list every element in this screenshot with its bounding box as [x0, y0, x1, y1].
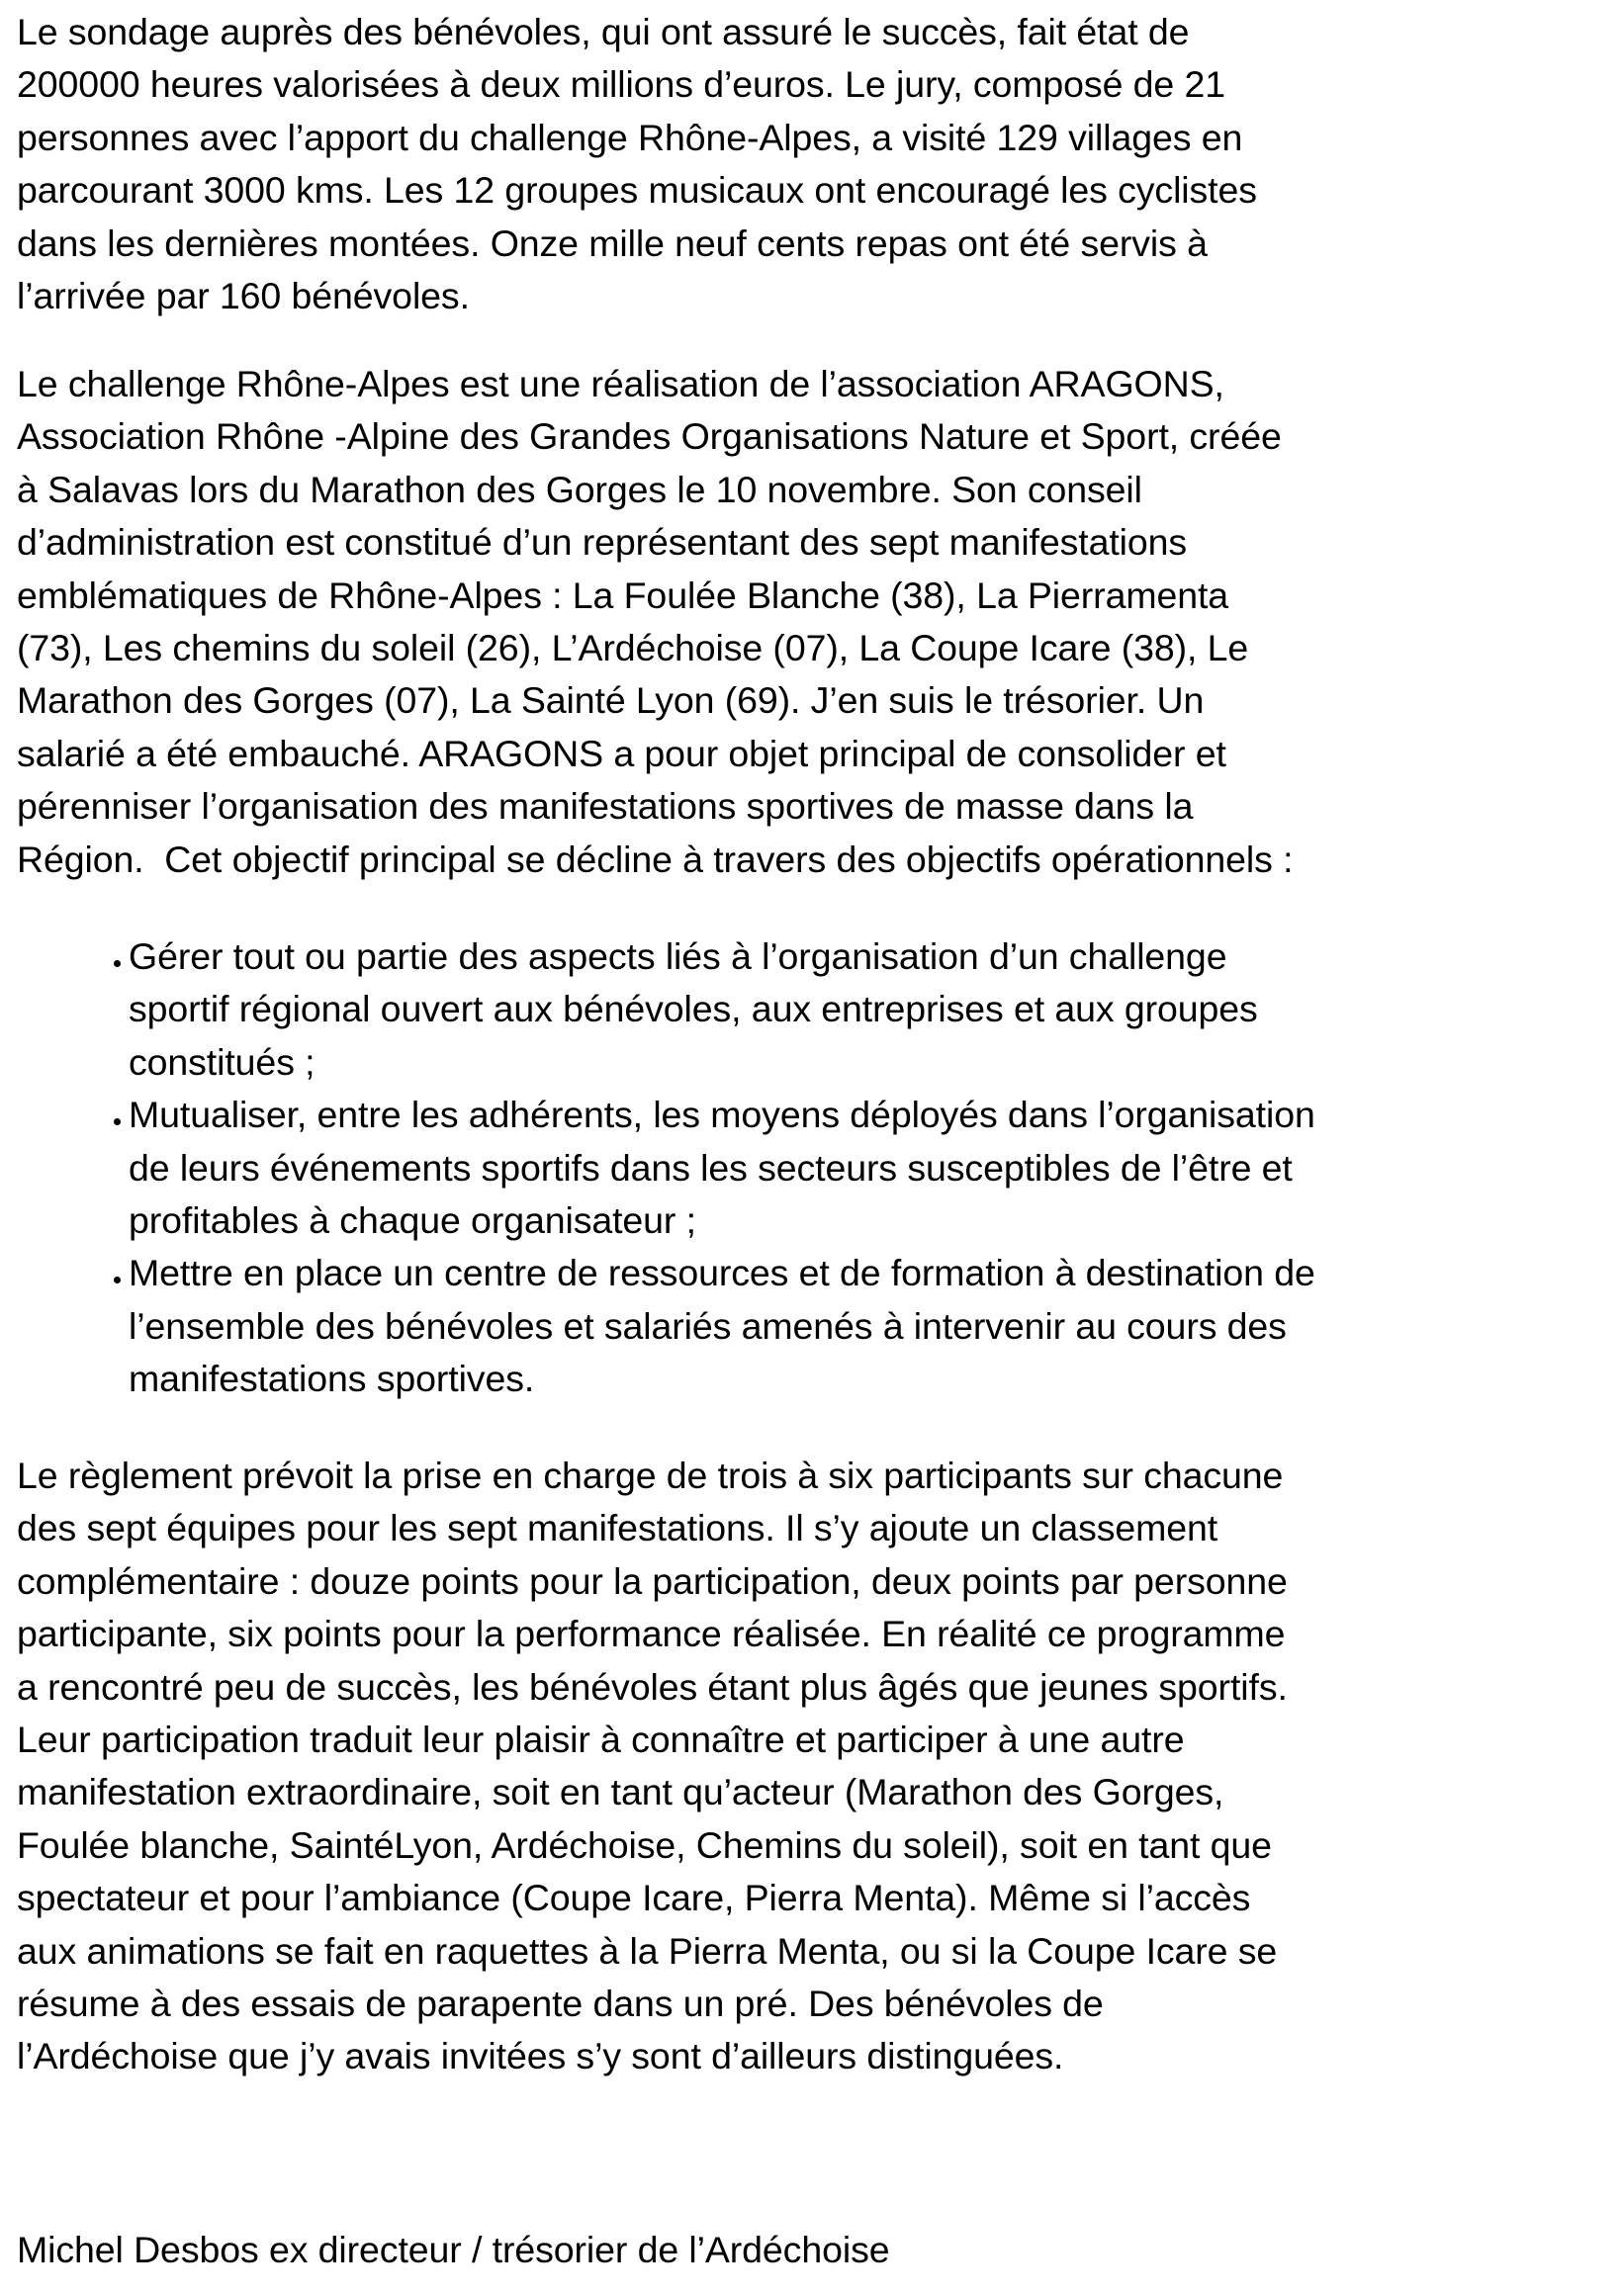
paragraph-volunteer-survey: [17, 6, 1257, 322]
text-line: résume à des essais de parapente dans un pré. Des bénévoles de: [17, 1983, 1104, 2025]
text-line: pérenniser l’organisation des manifestations sportives de masse dans la: [17, 785, 1194, 828]
signature: [17, 2224, 889, 2276]
text-line: dans les dernières montées. Onze mille neuf cents repas ont été servis à: [17, 221, 1208, 264]
bullet-icon: [114, 1277, 121, 1283]
text-line: Association Rhône -Alpine des Grandes Organisations Nature et Sport, créée: [17, 415, 1282, 458]
text-line: sportif régional ouvert aux bénévoles, aux entreprises et aux groupes: [129, 988, 1258, 1030]
text-line: Gérer tout ou partie des aspects liés à l’organisation d’un challenge: [129, 935, 1227, 977]
text-line: de leurs événements sportifs dans les secteurs susceptibles de l’être et: [129, 1146, 1293, 1189]
text-line: manifestation extraordinaire, soit en tant qu’acteur (Marathon des Gorges,: [17, 1771, 1224, 1813]
objectives-bullet-list: [17, 930, 1315, 1406]
list-item: [17, 930, 1315, 1089]
text-line: Le challenge Rhône-Alpes est une réalisation de l’association ARAGONS,: [17, 363, 1224, 404]
text-line: d’administration est constitué d’un représentant des sept manifestations: [17, 521, 1188, 564]
text-line: Région. Cet objectif principal se décline à travers des objectifs opérationnels :: [17, 838, 1294, 880]
text-line: constitués ;: [129, 1040, 315, 1083]
text-line: des sept équipes pour les sept manifestations. Il s’y ajoute un classement: [17, 1507, 1218, 1549]
bullet-icon: [114, 1118, 121, 1125]
bullet-icon: [114, 960, 121, 967]
text-line: Foulée blanche, SaintéLyon, Ardéchoise, Chemins du soleil), soit en tant que: [17, 1823, 1272, 1866]
text-line: salarié a été embauché. ARAGONS a pour objet principal de consolider et: [17, 732, 1226, 774]
text-line: Le règlement prévoit la prise en charge de trois à six participants sur chacune: [17, 1455, 1284, 1496]
text-line: spectateur et pour l’ambiance (Coupe Icare, Pierra Menta). Même si l’accès: [17, 1877, 1251, 1919]
text-line: Le sondage auprès des bénévoles, qui ont assuré le succès, fait état de: [17, 11, 1190, 52]
text-line: Marathon des Gorges (07), La Sainté Lyon (69). J’en suis le trésorier. Un: [17, 679, 1205, 722]
text-line: 200000 heures valorisées à deux millions d’euros. Le jury, composé de 21: [17, 63, 1225, 106]
text-line: aux animations se fait en raquettes à la Pierra Menta, ou si la Coupe Icare se: [17, 1929, 1278, 1972]
text-line: emblématiques de Rhône-Alpes : La Foulée Blanche (38), La Pierramenta: [17, 574, 1229, 616]
paragraph-aragons-association: [17, 358, 1293, 886]
text-line: complémentaire : douze points pour la participation, deux points par personne: [17, 1559, 1288, 1602]
list-item: [17, 1089, 1315, 1247]
text-line: parcourant 3000 kms. Les 12 groupes musicaux ont encouragé les cyclistes: [17, 169, 1257, 212]
text-line: Mutualiser, entre les adhérents, les moyens déployés dans l’organisation: [129, 1094, 1315, 1136]
text-line: l’arrivée par 160 bénévoles.: [17, 275, 470, 317]
paragraph-challenge-rules: [17, 1450, 1288, 2083]
text-line: Mettre en place un centre de ressources et de formation à destination de: [129, 1252, 1315, 1294]
text-line: à Salavas lors du Marathon des Gorges le 10 novembre. Son conseil: [17, 468, 1142, 510]
text-line: l’ensemble des bénévoles et salariés amenés à intervenir au cours des: [129, 1304, 1287, 1347]
text-line: a rencontré peu de succès, les bénévoles étant plus âgés que jeunes sportifs.: [17, 1665, 1288, 1708]
text-line: profitables à chaque organisateur ;: [129, 1199, 696, 1242]
text-line: personnes avec l’apport du challenge Rhône-Alpes, a visité 129 villages en: [17, 116, 1243, 158]
text-line: manifestations sportives.: [129, 1358, 535, 1400]
text-line: participante, six points pour la performance réalisée. En réalité ce programme: [17, 1613, 1286, 1655]
list-item: [17, 1247, 1315, 1405]
signature-text: Michel Desbos ex directeur / trésorier de l’Ardéchoise: [17, 2229, 890, 2270]
text-line: (73), Les chemins du soleil (26), L’Ardéchoise (07), La Coupe Icare (38), Le: [17, 627, 1249, 669]
text-line: Leur participation traduit leur plaisir à connaître et participer à une autre: [17, 1719, 1185, 1761]
text-line: l’Ardéchoise que j’y avais invitées s’y sont d’ailleurs distinguées.: [17, 2035, 1064, 2077]
